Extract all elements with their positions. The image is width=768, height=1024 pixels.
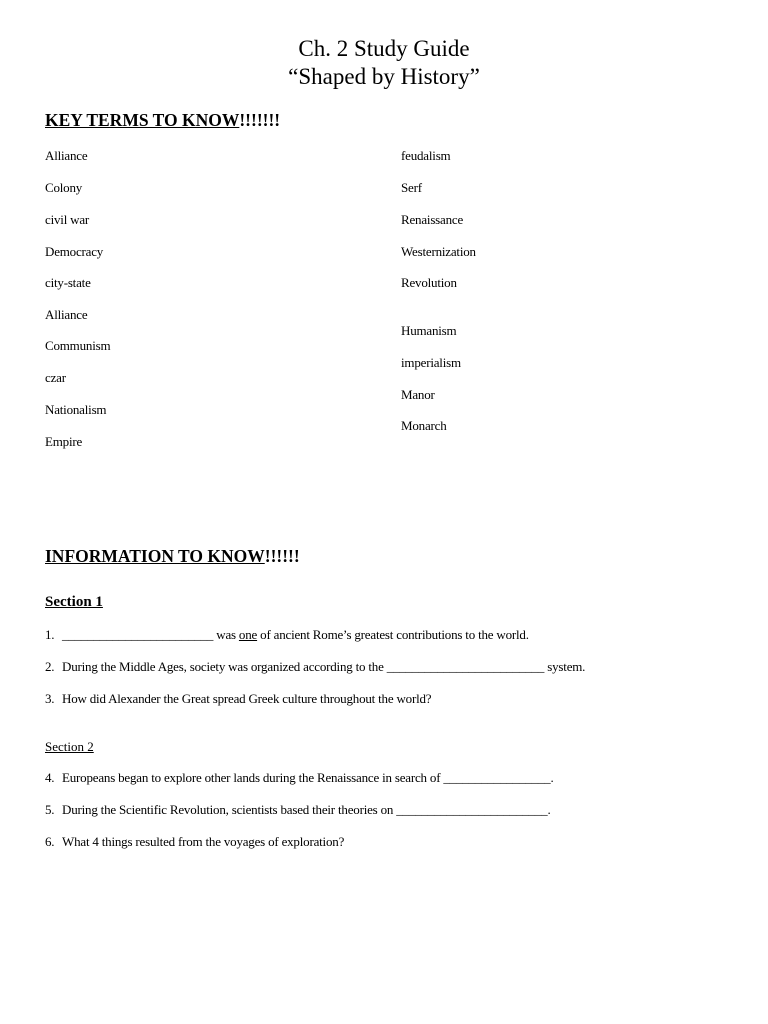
page-title: Ch. 2 Study Guide: [298, 36, 470, 61]
term-item: czar: [45, 370, 66, 385]
term-item: Alliance: [45, 307, 88, 322]
question-emphasis: one: [238, 627, 258, 642]
term-item: Colony: [45, 180, 83, 195]
term-item: city-state: [45, 275, 91, 290]
term-item: Revolution: [401, 275, 457, 290]
question-text: was: [213, 627, 239, 642]
term-item: feudalism: [401, 148, 451, 163]
question-text: During the Scientific Revolution, scientists based their theories on ________________________.: [62, 802, 551, 817]
term-item: Communism: [45, 338, 111, 353]
question-1: [45, 627, 529, 643]
page-subtitle: “Shaped by History”: [288, 64, 480, 89]
question-2: [45, 659, 585, 675]
information-heading-suffix: !!!!!!: [264, 546, 300, 566]
question-number: 6.: [45, 834, 55, 849]
question-number: 4.: [45, 770, 55, 785]
question-number: 2.: [45, 659, 55, 674]
term-item: Manor: [401, 387, 435, 402]
term-item: Alliance: [45, 148, 88, 163]
question-6: [45, 834, 344, 850]
question-text: During the Middle Ages, society was organized according to the _________________________ system.: [62, 659, 586, 674]
question-number: 5.: [45, 802, 55, 817]
term-item: Serf: [401, 180, 422, 195]
question-text: How did Alexander the Great spread Greek culture throughout the world?: [62, 691, 432, 706]
term-item: Empire: [45, 434, 83, 449]
term-item: Nationalism: [45, 402, 107, 417]
information-heading-text: INFORMATION TO KNOW: [45, 546, 265, 566]
key-terms-heading-text: KEY TERMS TO KNOW: [45, 110, 240, 130]
question-text: Europeans began to explore other lands during the Renaissance in search of _________________.: [62, 770, 554, 785]
section-1-label: Section 1: [45, 594, 103, 610]
term-item: imperialism: [401, 355, 461, 370]
answer-blank: ________________________: [62, 627, 214, 642]
term-item: Humanism: [401, 323, 457, 338]
question-number: 3.: [45, 691, 55, 706]
term-item: Democracy: [45, 244, 104, 259]
key-terms-heading: [45, 110, 280, 131]
term-item: Renaissance: [401, 212, 464, 227]
key-terms-heading-suffix: !!!!!!!: [239, 110, 281, 130]
section-2-label: Section 2: [45, 739, 94, 754]
question-5: [45, 802, 551, 818]
information-heading: [45, 546, 300, 567]
question-number: 1.: [45, 627, 55, 642]
term-item: civil war: [45, 212, 90, 227]
question-text: of ancient Rome’s greatest contributions to the world.: [257, 627, 529, 642]
question-4: [45, 770, 554, 786]
question-text: What 4 things resulted from the voyages of exploration?: [62, 834, 345, 849]
question-3: [45, 691, 431, 707]
term-item: Monarch: [401, 418, 447, 433]
term-item: Westernization: [401, 244, 476, 259]
